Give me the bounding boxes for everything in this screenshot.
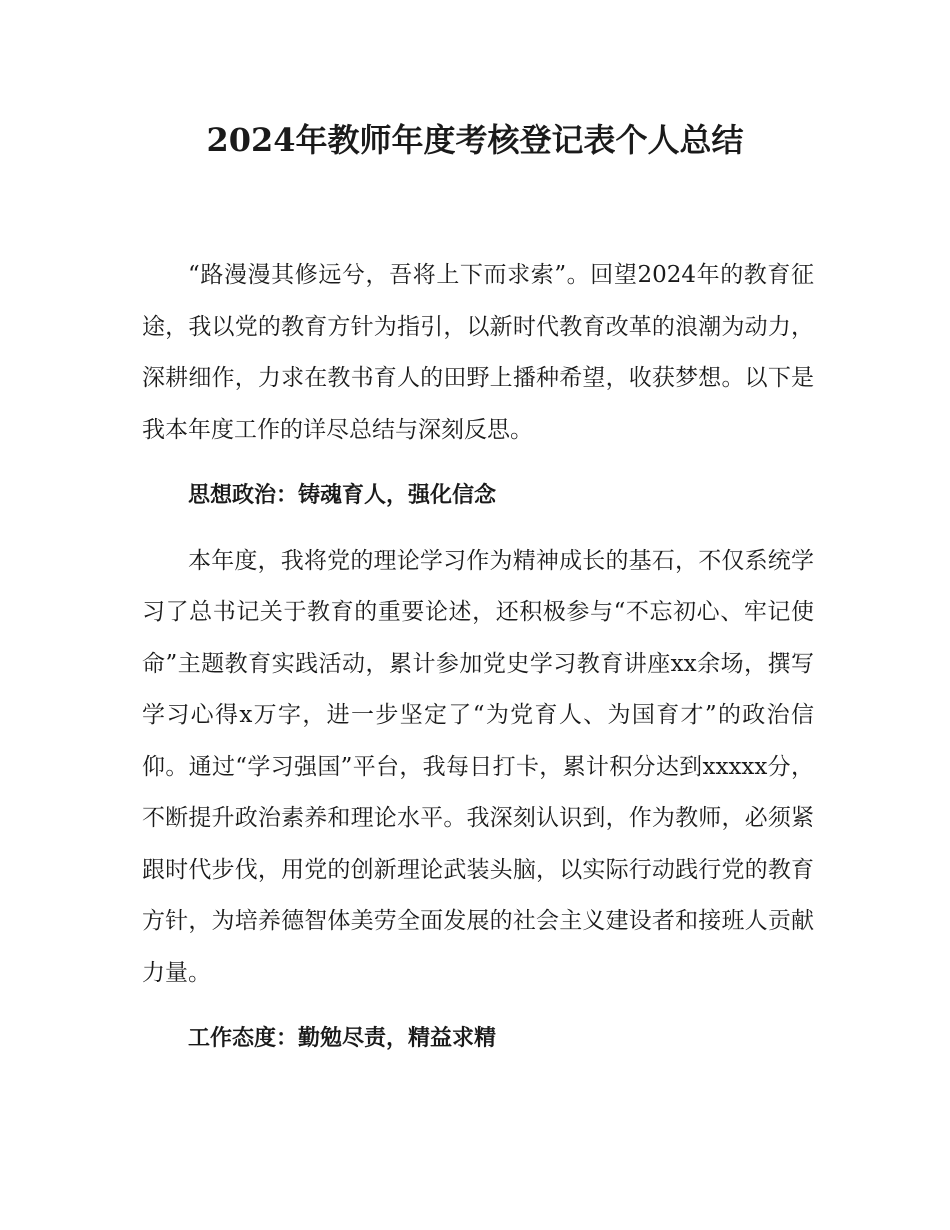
section-paragraph-ideology: 本年度，我将党的理论学习作为精神成长的基石，不仅系统学习了总书记关于教育的重要论述，还积极参与“不忘初心、牢记使命”主题教育实践活动，累计参加党史学习教育讲座xx余场，撰写学习心得x万字，进一步坚定了“为党育人、为国育才”的政治信仰。通过“学习强国”平台，我每日打卡，累计积分达到xxxxx分，不断提升政治素养和理论水平。我深刻认识到，作为教师，必须紧跟时代步伐，用党的创新理论武装头脑，以实际行动践行党的教育方针，为培养德智体美劳全面发展的社会主义建设者和接班人贡献力量。 [142,547,814,986]
section-heading-ideology: 思想政治：铸魂育人，强化信念 [188,483,497,508]
document-title: 2024年教师年度考核登记表个人总结 [206,121,744,159]
intro-paragraph: “路漫漫其修远兮，吾将上下而求索”。回望2024年的教育征途，我以党的教育方针为指引，以新时代教育改革的浪潮为动力，深耕细作，力求在教书育人的田野上播种希望，收获梦想。以下是我本年度工作的详尽总结与深刻反思。 [142,262,814,443]
document-body [142,250,814,1079]
section-heading-work-attitude: 工作态度：勤勉尽责，精益求精 [188,1026,497,1051]
